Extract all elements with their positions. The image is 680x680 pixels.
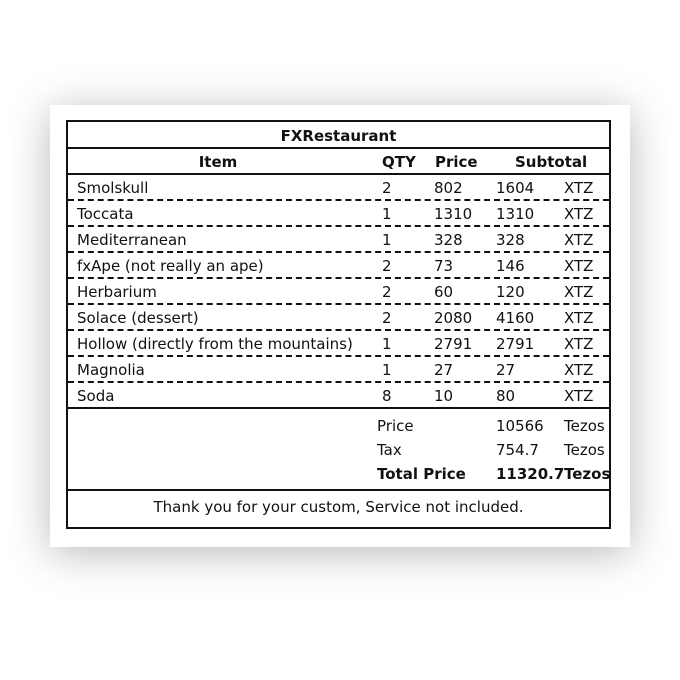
table-row: [68, 357, 609, 383]
column-header-subtotal: Subtotal: [515, 153, 588, 171]
item-currency: XTZ: [564, 205, 594, 223]
summary-tax-currency: Tezos: [564, 441, 605, 459]
item-price: 2791: [434, 335, 473, 353]
item-qty: 1: [382, 335, 392, 353]
summary-total-line: [68, 462, 609, 486]
item-name: Mediterranean: [77, 231, 187, 249]
receipt-footer-note: Thank you for your custom, Service not included.: [153, 498, 524, 516]
table-row: [68, 279, 609, 305]
item-qty: 2: [382, 283, 392, 301]
item-subtotal: 2791: [496, 335, 535, 353]
receipt-paper: [50, 105, 630, 547]
column-header-price: Price: [435, 153, 478, 171]
item-price: 10: [434, 387, 454, 405]
summary-price-line: [68, 414, 609, 438]
summary-tax-value: 754.7: [496, 441, 539, 459]
item-subtotal: 146: [496, 257, 525, 275]
item-qty: 2: [382, 257, 392, 275]
item-name: Toccata: [77, 205, 134, 223]
summary-price-label: Price: [377, 417, 414, 435]
item-subtotal: 328: [496, 231, 525, 249]
item-name: Soda: [77, 387, 115, 405]
summary-tax-label: Tax: [377, 441, 402, 459]
item-name: Hollow (directly from the mountains): [77, 335, 353, 353]
item-name: fxApe (not really an ape): [77, 257, 264, 275]
item-price: 802: [434, 179, 463, 197]
item-qty: 1: [382, 361, 392, 379]
table-row: [68, 383, 609, 409]
item-qty: 8: [382, 387, 392, 405]
item-currency: XTZ: [564, 283, 594, 301]
summary-section: [68, 409, 609, 491]
item-qty: 2: [382, 309, 392, 327]
item-price: 1310: [434, 205, 473, 223]
summary-total-value: 11320.7: [496, 465, 565, 483]
item-name: Solace (dessert): [77, 309, 199, 327]
item-price: 60: [434, 283, 454, 301]
table-row: [68, 201, 609, 227]
item-subtotal: 120: [496, 283, 525, 301]
column-header-qty: QTY: [382, 153, 416, 171]
item-currency: XTZ: [564, 257, 594, 275]
item-price: 328: [434, 231, 463, 249]
item-name: Herbarium: [77, 283, 157, 301]
item-currency: XTZ: [564, 179, 594, 197]
item-currency: XTZ: [564, 335, 594, 353]
item-name: Smolskull: [77, 179, 149, 197]
table-row: [68, 305, 609, 331]
item-subtotal: 1604: [496, 179, 535, 197]
item-price: 27: [434, 361, 454, 379]
summary-total-currency: Tezos: [564, 465, 611, 483]
item-currency: XTZ: [564, 361, 594, 379]
item-currency: XTZ: [564, 309, 594, 327]
item-qty: 1: [382, 205, 392, 223]
item-price: 2080: [434, 309, 473, 327]
receipt: [66, 120, 611, 529]
summary-price-value: 10566: [496, 417, 544, 435]
item-currency: XTZ: [564, 387, 594, 405]
item-subtotal: 1310: [496, 205, 535, 223]
item-subtotal: 80: [496, 387, 516, 405]
item-name: Magnolia: [77, 361, 145, 379]
item-qty: 1: [382, 231, 392, 249]
table-row: [68, 227, 609, 253]
summary-price-currency: Tezos: [564, 417, 605, 435]
item-qty: 2: [382, 179, 392, 197]
restaurant-title: FXRestaurant: [68, 122, 609, 149]
table-row: [68, 253, 609, 279]
item-list: [68, 175, 609, 409]
summary-tax-line: [68, 438, 609, 462]
table-row: [68, 175, 609, 201]
table-row: [68, 331, 609, 357]
item-price: 73: [434, 257, 454, 275]
item-subtotal: 4160: [496, 309, 535, 327]
item-subtotal: 27: [496, 361, 516, 379]
summary-total-label: Total Price: [377, 465, 466, 483]
column-header-row: [68, 149, 609, 175]
column-header-item: Item: [198, 153, 238, 171]
item-currency: XTZ: [564, 231, 594, 249]
